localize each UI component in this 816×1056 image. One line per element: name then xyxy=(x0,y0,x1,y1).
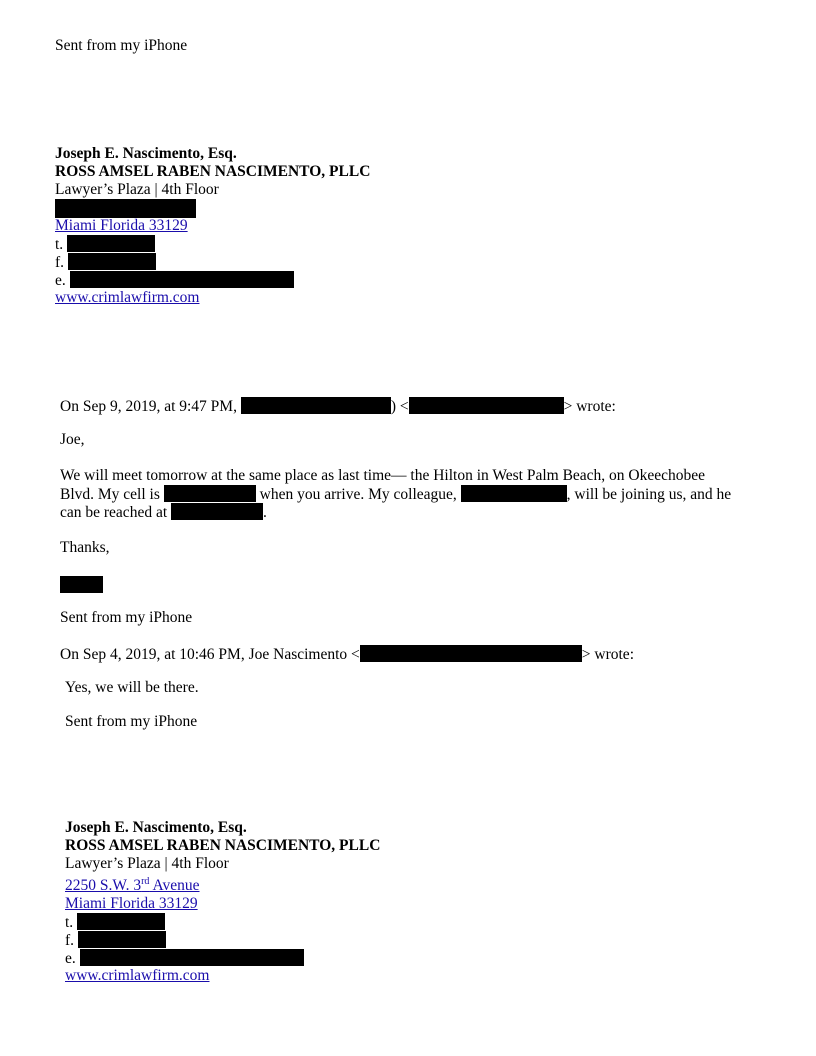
greeting: Joe, xyxy=(60,431,85,448)
message-text: can be reached at xyxy=(60,504,168,521)
message-text: when you arrive. My colleague, xyxy=(259,486,457,503)
sent-from-iphone-reply1: Sent from my iPhone xyxy=(60,609,193,626)
message-line-2 xyxy=(60,485,731,503)
message-line-3 xyxy=(60,503,731,521)
street-ordinal: rd xyxy=(141,876,150,887)
redaction-box xyxy=(70,271,294,288)
email-label: e. xyxy=(65,950,76,967)
reply2-body: Yes, we will be there. xyxy=(65,679,199,696)
signature-website-link[interactable]: www.crimlawfirm.com xyxy=(65,967,210,984)
sender-name-redacted xyxy=(60,576,103,595)
signature-address: Lawyer’s Plaza | 4th Floor xyxy=(55,181,219,198)
redaction-box xyxy=(164,485,256,502)
redaction-box xyxy=(461,485,567,502)
reply-header-suffix: > wrote: xyxy=(581,646,634,663)
redaction-box xyxy=(78,931,166,948)
signature-firm: ROSS AMSEL RABEN NASCIMENTO, PLLC xyxy=(65,837,381,854)
redaction-box xyxy=(241,397,391,414)
signature-fax xyxy=(55,253,370,271)
reply-header-suffix: > wrote: xyxy=(563,398,616,415)
redaction-box xyxy=(80,949,304,966)
thanks-line: Thanks, xyxy=(60,539,110,556)
redaction-box xyxy=(68,253,156,270)
fax-label: f. xyxy=(55,254,65,271)
signature-block-2 xyxy=(65,819,380,985)
signature-street-redacted xyxy=(55,199,370,217)
street-text: Avenue xyxy=(149,877,200,894)
signature-fax xyxy=(65,931,380,949)
redaction-box xyxy=(60,576,103,593)
signature-email xyxy=(65,949,380,967)
signature-email xyxy=(55,271,370,289)
message-text: Blvd. My cell is xyxy=(60,486,160,503)
signature-phone xyxy=(55,235,370,253)
signature-block-1 xyxy=(55,145,370,307)
signature-firm: ROSS AMSEL RABEN NASCIMENTO, PLLC xyxy=(55,163,371,180)
reply-header-sep4 xyxy=(60,645,634,664)
redaction-box xyxy=(360,645,582,662)
message-body xyxy=(60,467,731,521)
email-label: e. xyxy=(55,272,66,289)
signature-name: Joseph E. Nascimento, Esq. xyxy=(65,819,247,836)
redaction-box xyxy=(77,913,165,930)
reply-header-prefix: On Sep 4, 2019, at 10:46 PM, Joe Nascimento < xyxy=(60,646,360,663)
signature-name: Joseph E. Nascimento, Esq. xyxy=(55,145,237,162)
message-text: . xyxy=(263,504,267,521)
phone-label: t. xyxy=(65,914,74,931)
signature-street-link[interactable] xyxy=(65,877,380,895)
street-text: 2250 S.W. 3 xyxy=(65,877,142,894)
signature-phone xyxy=(65,913,380,931)
signature-website-link[interactable]: www.crimlawfirm.com xyxy=(55,289,200,306)
reply-header-mid: ) < xyxy=(390,398,409,415)
reply-header-sep9 xyxy=(60,397,616,416)
sent-from-iphone-top: Sent from my iPhone xyxy=(55,37,188,54)
signature-city-link[interactable]: Miami Florida 33129 xyxy=(65,895,198,912)
redaction-box xyxy=(171,503,263,520)
signature-address: Lawyer’s Plaza | 4th Floor xyxy=(65,855,229,872)
sent-from-iphone-reply2: Sent from my iPhone xyxy=(65,713,198,730)
phone-label: t. xyxy=(55,236,64,253)
reply-header-prefix: On Sep 9, 2019, at 9:47 PM, xyxy=(60,398,237,415)
signature-city-link[interactable]: Miami Florida 33129 xyxy=(55,217,188,234)
redaction-box xyxy=(55,199,196,218)
fax-label: f. xyxy=(65,932,75,949)
message-text: , will be joining us, and he xyxy=(566,486,732,503)
redaction-box xyxy=(409,397,564,414)
message-line-1: We will meet tomorrow at the same place as last time— the Hilton in West Palm Beach, on Okeechobee xyxy=(60,467,706,484)
redaction-box xyxy=(67,235,155,252)
